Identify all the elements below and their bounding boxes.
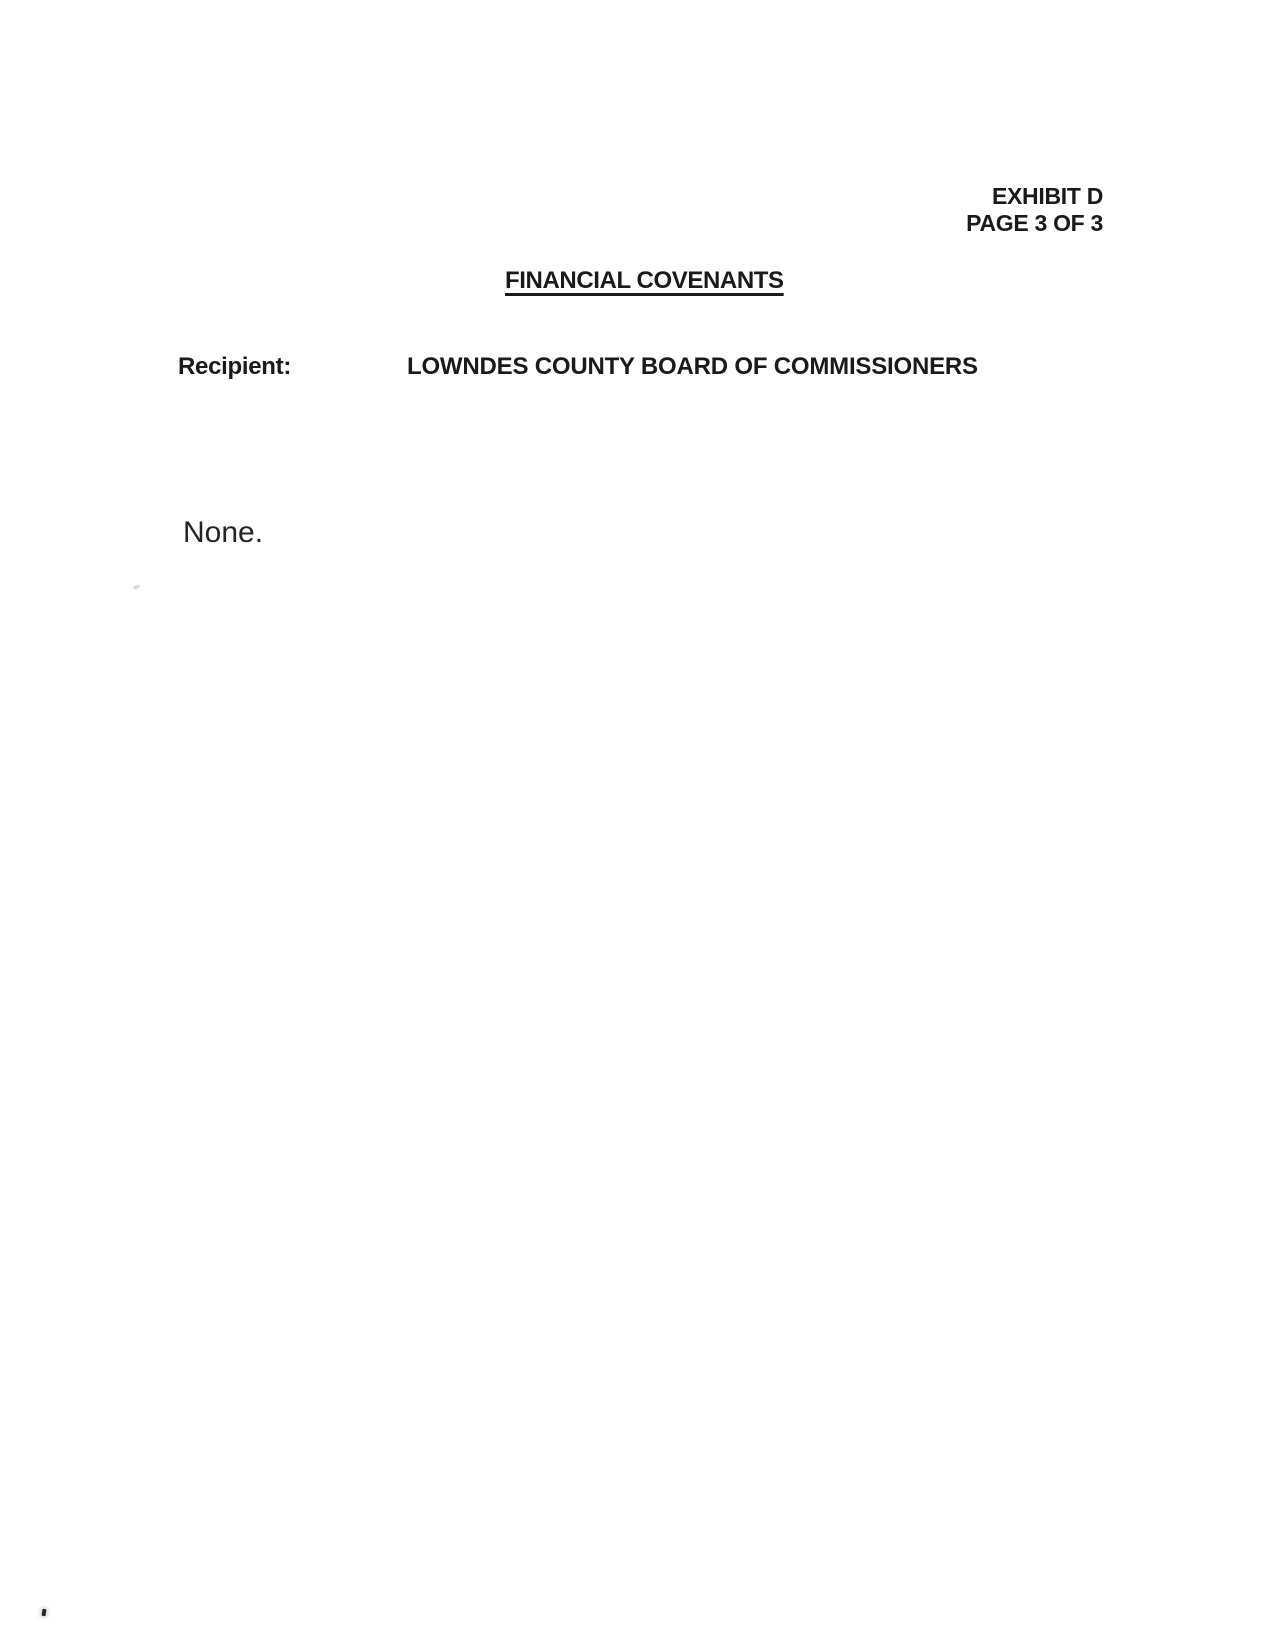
scan-artifact-speck-dark <box>42 1609 47 1616</box>
body-text: None. <box>183 516 264 549</box>
scan-artifact-speck-faint <box>133 584 141 590</box>
page-number-label: PAGE 3 OF 3 <box>966 210 1103 236</box>
exhibit-header <box>966 183 1103 237</box>
recipient-label: Recipient: <box>178 353 292 380</box>
document-title: FINANCIAL COVENANTS <box>505 267 784 294</box>
exhibit-label: EXHIBIT D <box>991 183 1103 209</box>
recipient-value: LOWNDES COUNTY BOARD OF COMMISSIONERS <box>407 353 978 380</box>
